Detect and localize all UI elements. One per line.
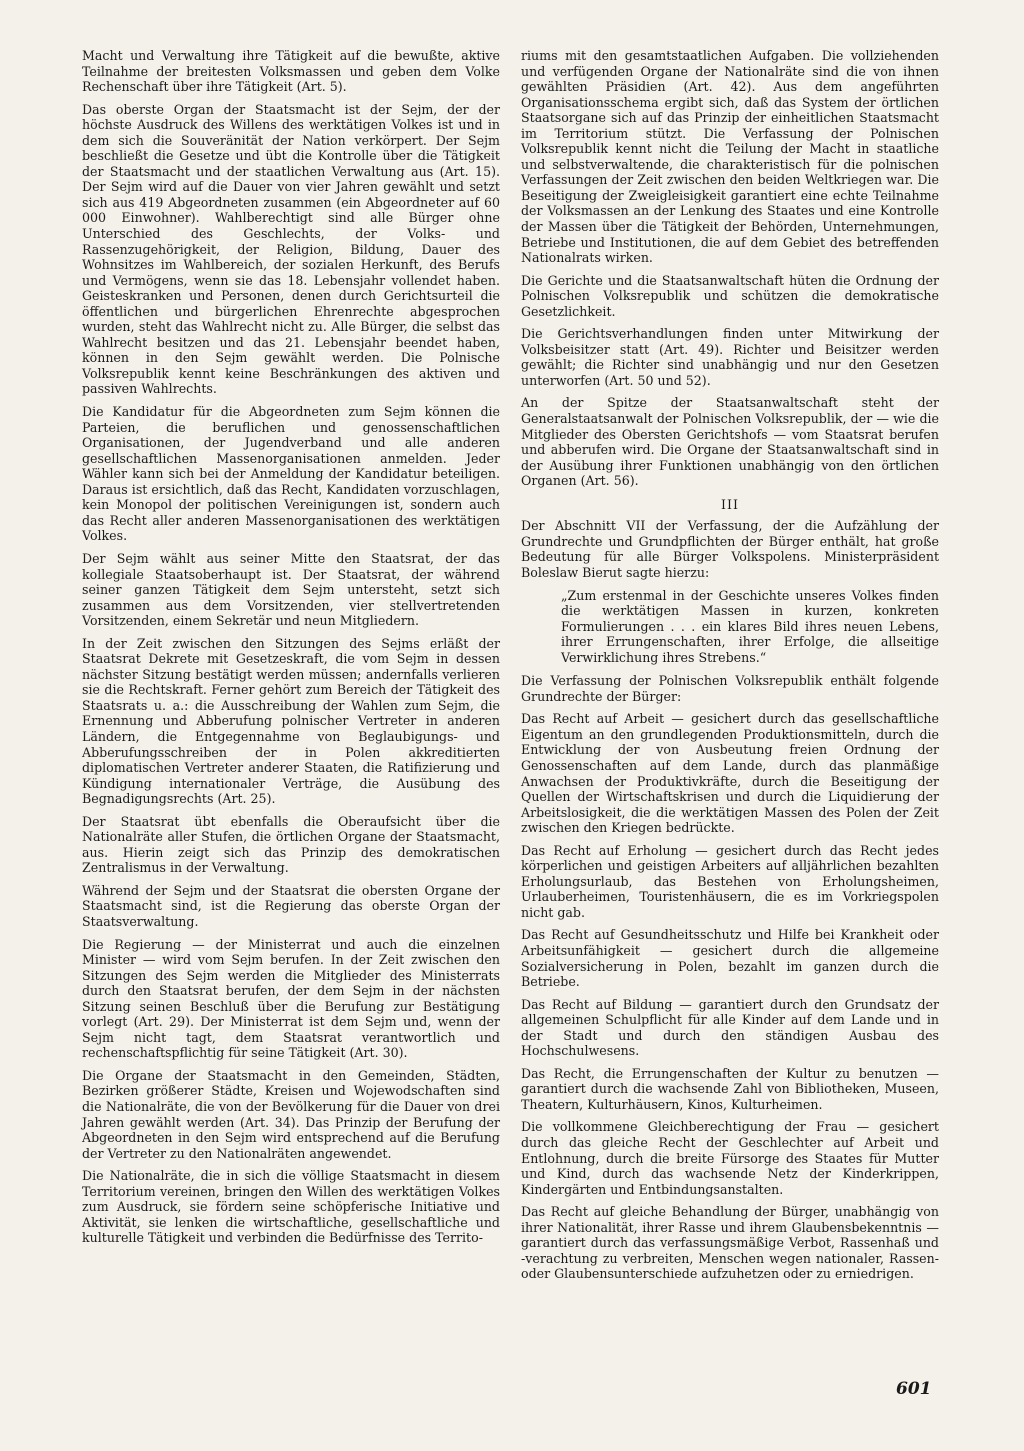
paragraph-right-2: Die Gerichte und die Staatsanwaltschaft hüten die Ordnung der Polnischen Volksrepublik und schützen die demokratische Gesetzlichkeit. xyxy=(521,272,939,319)
paragraph-right-4: An der Spitze der Staatsanwaltschaft steht der Generalstaatsanwalt der Polnischen Volksrepublik, der — wie die Mitglieder des Obersten Gerichtshofs — vom Staatsrat berufen und abberufen wird. Die Organe der Staatsanwaltschaft sind in der Ausübung ihrer Funktionen unabhängig von den örtlichen Organen (Art. 56). xyxy=(521,395,939,489)
paragraph-left-1: Macht und Verwaltung ihre Tätigkeit auf die bewußte, aktive Teilnahme der breitesten Volksmassen und geben dem Volke Rechenschaft über ihre Tätigkeit (Art. 5). xyxy=(82,48,500,95)
page-number: 601 xyxy=(896,1379,932,1399)
paragraph-right-6: Die Verfassung der Polnischen Volksrepublik enthält folgende Grundrechte der Bürger: xyxy=(521,673,939,704)
paragraph-left-5: In der Zeit zwischen den Sitzungen des Sejms erläßt der Staatsrat Dekrete mit Gesetzeskraft, die vom Sejm in dessen nächster Sitzung bestätigt werden müssen; andernfalls verlieren sie die Rechtskraft. Ferner gehört zum Bereich der Tätigkeit des Staatsrats u. a.: die Ausschreibung der Wahlen zum Sejm, die Ernennung und Abberufung polnischer Vertreter in anderen Ländern, die Entgegennahme von Beglaubigungs- und Abberufungsschreiben der in Polen akkreditierten diplomatischen Vertreter anderer Staaten, die Ratifizierung und Kündigung internationaler Verträge, die Ausübung des Begnadigungsrechts (Art. 25). xyxy=(82,635,500,807)
paragraph-right-8: Das Recht auf Erholung — gesichert durch das Recht jedes körperlichen und geistigen Arbeiters auf alljährlichen bezahlten Erholungsurlaub, das Bestehen von Erholungsheimen, Urlauberheimen, Touristenhäusern, die es im Vorkriegspolen nicht gab. xyxy=(521,842,939,920)
paragraph-right-5: Der Abschnitt VII der Verfassung, der die Aufzählung der Grundrechte und Grundpflichten der Bürger enthält, hat große Bedeutung für alle Bürger Volkspolens. Ministerpräsident Boleslaw Bierut sagte hierzu: xyxy=(521,518,939,580)
left-column xyxy=(82,48,500,1253)
paragraph-left-6: Der Staatsrat übt ebenfalls die Oberaufsicht über die Nationalräte aller Stufen, die örtlichen Organe der Staatsmacht, aus. Hierin zeigt sich das Prinzip des demokratischen Zentralismus in der Verwaltung. xyxy=(82,813,500,876)
paragraph-right-10: Das Recht auf Bildung — garantiert durch den Grundsatz der allgemeinen Schulpflicht für alle Kinder auf dem Lande und in der Stadt und durch den ständigen Ausbau des Hochschulwesens. xyxy=(521,996,939,1059)
paragraph-right-3: Die Gerichtsverhandlungen finden unter Mitwirkung der Volksbeisitzer statt (Art. 49). Richter und Beisitzer werden gewählt; die Richter sind unabhängig und nur den Gesetzen unterworfen (Art. 50 und 52). xyxy=(521,326,939,388)
section-heading: III xyxy=(721,496,739,512)
paragraph-left-9: Die Organe der Staatsmacht in den Gemeinden, Städten, Bezirken größerer Städte, Kreisen und Wojewodschaften sind die Nationalräte, die von der Bevölkerung für die Dauer von drei Jahren gewählt werden (Art. 34). Das Prinzip der Berufung der Abgeordneten in den Sejm wird entsprechend auf die Berufung der Vertreter zu den Nationalräten angewendet. xyxy=(82,1067,500,1161)
paragraph-left-4: Der Sejm wählt aus seiner Mitte den Staatsrat, der das kollegiale Staatsoberhaupt ist. Der Staatsrat, der während seiner ganzen Tätigkeit dem Sejm untersteht, setzt sich zusammen aus dem Vorsitzenden, vier stellvertretenden Vorsitzenden, einem Sekretär und neun Mitgliedern. xyxy=(82,550,500,629)
paragraph-left-8: Die Regierung — der Ministerrat und auch die einzelnen Minister — wird vom Sejm berufen. In der Zeit zwischen den Sitzungen des Sejm werden die Mitglieder des Ministerrats durch den Staatsrat berufen, der dem Sejm in der nächsten Sitzung seinen Beschluß über die Berufung zur Bestätigung vorlegt (Art. 29). Der Ministerrat ist dem Sejm und, wenn der Sejm nicht tagt, dem Staatsrat verantwortlich und rechenschaftspflichtig für seine Tätigkeit (Art. 30). xyxy=(82,936,500,1061)
paragraph-left-3: Die Kandidatur für die Abgeordneten zum Sejm können die Parteien, die beruflichen und genossenschaftlichen Organisationen, der Jugendverband und alle anderen gesellschaftlichen Massenorganisationen anmelden. Jeder Wähler kann sich bei der Anmeldung der Kandidatur beteiligen. Daraus ist ersichtlich, daß das Recht, Kandidaten vorzuschlagen, kein Monopol der politischen Vereinigungen ist, sondern auch das Recht aller anderen Massenorganisationen des werktätigen Volkes. xyxy=(82,404,500,544)
right-column xyxy=(521,48,939,1289)
bierut-quote: „Zum erstenmal in der Geschichte unseres Volkes finden die werktätigen Massen in kurzen, konkreten Formulierungen . . . ein klares Bild ihres neuen Lebens, ihrer Errungenschaften, ihrer Erfolge, die allseitige Verwirklichung ihres Strebens.“ xyxy=(561,587,939,665)
paragraph-left-10: Die Nationalräte, die in sich die völlige Staatsmacht in diesem Territorium vereinen, bringen den Willen des werktätigen Volkes zum Ausdruck, sie fördern seine schöpferische Initiative und Aktivität, sie lenken die wirtschaftliche, gesellschaftliche und kulturelle Tätigkeit und verbinden die Bedürfnisse des Territo- xyxy=(82,1168,500,1246)
paragraph-right-11: Das Recht, die Errungenschaften der Kultur zu benutzen — garantiert durch die wachsende Zahl von Bibliotheken, Museen, Theatern, Kulturhäusern, Kinos, Kulturheimen. xyxy=(521,1065,939,1112)
paragraph-right-7: Das Recht auf Arbeit — gesichert durch das gesellschaftliche Eigentum an den grundlegenden Produktionsmitteln, durch die Entwicklung der von Ausbeutung freien Ordnung der Genossenschaften auf dem Lande, durch das planmäßige Anwachsen der Produktivkräfte, durch die Beseitigung der Quellen der Wirtschaftskrisen und durch die Liquidierung der Arbeitslosigkeit, die die werktätigen Massen des Polen der Zeit zwischen den Kriegen bedrückte. xyxy=(521,711,939,836)
paragraph-left-7: Während der Sejm und der Staatsrat die obersten Organe der Staatsmacht sind, ist die Regierung das oberste Organ der Staatsverwaltung. xyxy=(82,882,500,929)
paragraph-right-9: Das Recht auf Gesundheitsschutz und Hilfe bei Krankheit oder Arbeitsunfähigkeit — gesichert durch die allgemeine Sozialversicherung in Polen, bezahlt im ganzen durch die Betriebe. xyxy=(521,927,939,990)
paragraph-right-12: Die vollkommene Gleichberechtigung der Frau — gesichert durch das gleiche Recht der Geschlechter auf Arbeit und Entlohnung, durch die breite Fürsorge des Staates für Mutter und Kind, durch das wachsende Netz der Kinderkrippen, Kindergärten und Entbindungsanstalten. xyxy=(521,1119,939,1197)
paragraph-right-1: riums mit den gesamtstaatlichen Aufgaben. Die vollziehenden und verfügenden Organe der Nationalräte sind die von ihnen gewählten Präsidien (Art. 42). Aus dem angeführten Organisationsschema ergibt sich, daß das System der örtlichen Staatsorgane sich auf das Prinzip der einheitlichen Staatsmacht im Territorium stützt. Die Verfassung der Polnischen Volksrepublik kennt nicht die Teilung der Macht in staatliche und selbstverwaltende, die charakteristisch für die polnischen Verfassungen der Zeit zwischen den beiden Weltkriegen war. Die Beseitigung der Zweigleisigkeit garantiert eine echte Teilnahme der Volksmassen an der Lenkung des Staates und eine Kontrolle der Massen über die Tätigkeit der Behörden, Unternehmungen, Betriebe und Institutionen, die auf dem Gebiet des betreffenden Nationalrats wirken. xyxy=(521,48,939,266)
paragraph-right-13: Das Recht auf gleiche Behandlung der Bürger, unabhängig von ihrer Nationalität, ihrer Rasse und ihrem Glaubensbekenntnis — garantiert durch das verfassungsmäßige Verbot, Rassenhaß und -verachtung zu verbreiten, Menschen wegen nationaler, Rassen- oder Glaubensunterschiede aufzuhetzen oder zu erniedrigen. xyxy=(521,1204,939,1282)
paragraph-left-2: Das oberste Organ der Staatsmacht ist der Sejm, der der höchste Ausdruck des Willens des werktätigen Volkes ist und in dem sich die Souveränität der Nation verkörpert. Der Sejm beschließt die Gesetze und übt die Kontrolle über die Tätigkeit der Staatsmacht und der staatlichen Verwaltung aus (Art. 15). Der Sejm wird auf die Dauer von vier Jahren gewählt und setzt sich aus 419 Abgeordneten zusammen (ein Abgeordneter auf 60 000 Einwohner). Wahlberechtigt sind alle Bürger ohne Unterschied des Geschlechts, der Volks- und Rassenzugehörigkeit, der Religion, Bildung, Dauer des Wohnsitzes im Wahlbereich, der sozialen Herkunft, des Berufs und Vermögens, wenn sie das 18. Lebensjahr vollendet haben. Geisteskranken und Personen, denen durch Gerichtsurteil die öffentlichen und bürgerlichen Ehrenrechte abgesprochen wurden, steht das Wahlrecht nicht zu. Alle Bürger, die selbst das Wahlrecht besitzen und das 21. Lebensjahr beendet haben, können in den Sejm gewählt werden. Die Polnische Volksrepublik kennt keine Beschränkungen des aktiven und passiven Wahlrechts. xyxy=(82,101,500,397)
